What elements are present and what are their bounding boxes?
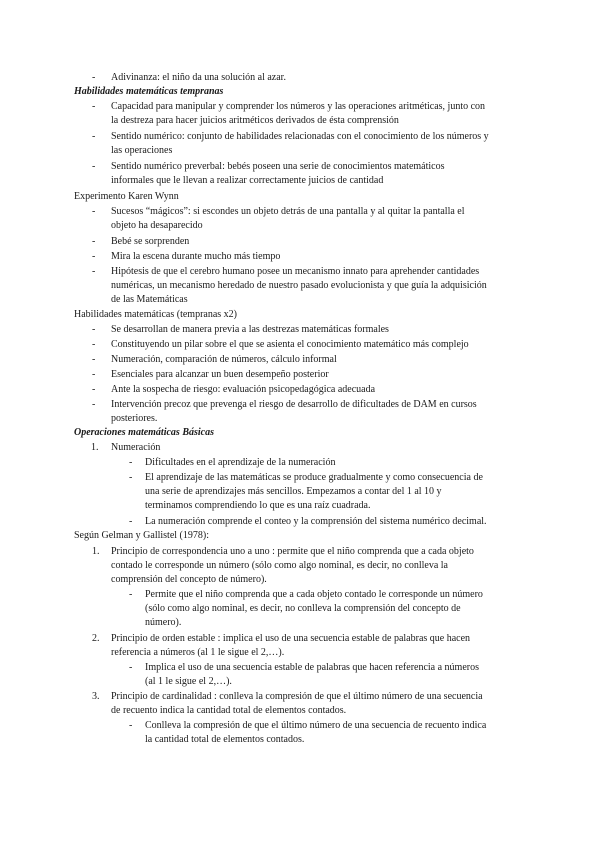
list-number: 1. [91,442,99,453]
bullet-dash: - [92,251,96,262]
bullet-dash: - [129,457,133,468]
bullet-dash: - [129,472,133,483]
sub-item-line: la cantidad total de elementos contados. [145,734,305,745]
bullet-dash: - [92,339,96,350]
bullet-dash: - [129,516,133,527]
bullet-dash: - [92,161,96,172]
list-item-line: informales que le llevan a realizar correctamente juicios de cantidad [111,175,384,186]
sub-item-line: Permite que el niño comprenda que a cada objeto contado le corresponde un número [145,589,483,600]
list-item-line: Ante la sospecha de riesgo: evaluación psicopedagógica adecuada [111,384,376,395]
bullet-dash: - [92,101,96,112]
bullet-dash: - [92,131,96,142]
principle-line: comprensión del concepto de número). [111,574,267,585]
sub-item-line: número). [145,617,182,628]
section-heading-habilidades-x2: Habilidades matemáticas (tempranas x2) [74,309,237,320]
sub-item-line: Conlleva la compresión de que el último número de una secuencia de recuento indica [145,720,487,731]
sub-item-line: (al 1 le sigue el 2,…). [145,676,232,687]
bullet-dash: - [92,266,96,277]
bullet-dash: - [92,206,96,217]
list-item-line: Hipótesis de que el cerebro humano posee un mecanismo innato para aprehender cantidades [111,266,480,277]
principle-line: de recuento indica la cantidad total de elementos contados. [111,705,347,716]
list-item-line: Mira la escena durante mucho más tiempo [111,251,281,262]
list-item-line: numéricas, un mecanismo heredado de nuestro pasado evolucionista y que guía la adquisición [111,280,487,291]
list-item-line: Se desarrollan de manera previa a las destrezas matemáticas formales [111,324,389,335]
list-item-line: Sentido numérico: conjunto de habilidades relacionadas con el conocimiento de los números y [111,131,489,142]
sub-item-line: Implica el uso de una secuencia estable de palabras que hacen referencia a números [145,662,479,673]
bullet-dash: - [129,720,133,731]
section-heading-experimento: Experimento Karen Wynn [74,191,179,202]
list-item-line: posteriores. [111,413,158,424]
list-item-line: Intervención precoz que prevenga el riesgo de desarrollo de dificultades de DAM en cursos [111,399,477,410]
bullet-dash: - [92,369,96,380]
list-item-line: Esenciales para alcanzar un buen desempeño posterior [111,369,329,380]
bullet-dash: - [92,399,96,410]
sub-item-line: terminamos comprendiendo lo que es una raíz cuadrada. [145,500,371,511]
principle-line: referencia a números (al 1 le sigue el 2,…). [111,647,285,658]
list-item-line: Sucesos “mágicos”: si escondes un objeto detrás de una pantalla y al quitar la pantalla el [111,206,465,217]
list-number: 3. [92,691,100,702]
bullet-dash: - [92,354,96,365]
bullet-dash: - [129,589,133,600]
sub-item-line: La numeración comprende el conteo y la comprensión del sistema numérico decimal. [145,516,487,527]
principle-line: Principio de orden estable : implica el uso de una secuencia estable de palabras que hacen [111,633,471,644]
sub-item-line: El aprendizaje de las matemáticas se produce gradualmente y como consecuencia de [145,472,483,483]
list-item-line: Constituyendo un pilar sobre el que se asienta el conocimiento matemático más complejo [111,339,469,350]
list-item-line: Capacidad para manipular y comprender los números y las operaciones aritméticas, junto con [111,101,486,112]
section-heading-habilidades-tempranas: Habilidades matemáticas tempranas [74,86,224,97]
list-item-line: Numeración [111,442,161,453]
list-item-line: Numeración, comparación de números, cálculo informal [111,354,337,365]
list-item-line: la destreza para hacer juicios aritméticos derivados de ésta comprensión [111,115,399,126]
principle-line: Principio de correspondencia uno a uno : permite que el niño comprenda que a cada objeto [111,546,474,557]
sub-item-line: una serie de aprendizajes más sencillos. Empezamos a contar del 1 al 10 y [145,486,442,497]
bullet-dash: - [92,324,96,335]
principle-line: Principio de cardinalidad : conlleva la compresión de que el último número de una secuencia [111,691,483,702]
principle-line: contado le corresponde un número (sólo como algo nominal, es decir, no conlleva la [111,560,448,571]
list-item-line: de las Matemáticas [111,294,188,305]
list-item-line: Sentido numérico preverbal: bebés poseen una serie de conocimientos matemáticos [111,161,445,172]
list-item-line: las operaciones [111,145,173,156]
bullet-dash: - [92,384,96,395]
list-number: 1. [92,546,100,557]
list-item-line: Bebé se sorprenden [111,236,190,247]
bullet-dash: - [129,662,133,673]
sub-item-line: (sólo como algo nominal, es decir, no conlleva la comprensión del concepto de [145,603,461,614]
bullet-dash: - [92,236,96,247]
section-heading-gelman: Según Gelman y Gallistel (1978): [74,530,209,541]
sub-item-line: Dificultades en el aprendizaje de la numeración [145,457,336,468]
adivinanza-text: Adivinanza: el niño da una solución al azar. [111,72,286,83]
list-number: 2. [92,633,100,644]
section-heading-operaciones: Operaciones matemáticas Básicas [74,427,214,438]
list-item-line: objeto ha desaparecido [111,220,203,231]
bullet-dash: - [92,72,96,83]
